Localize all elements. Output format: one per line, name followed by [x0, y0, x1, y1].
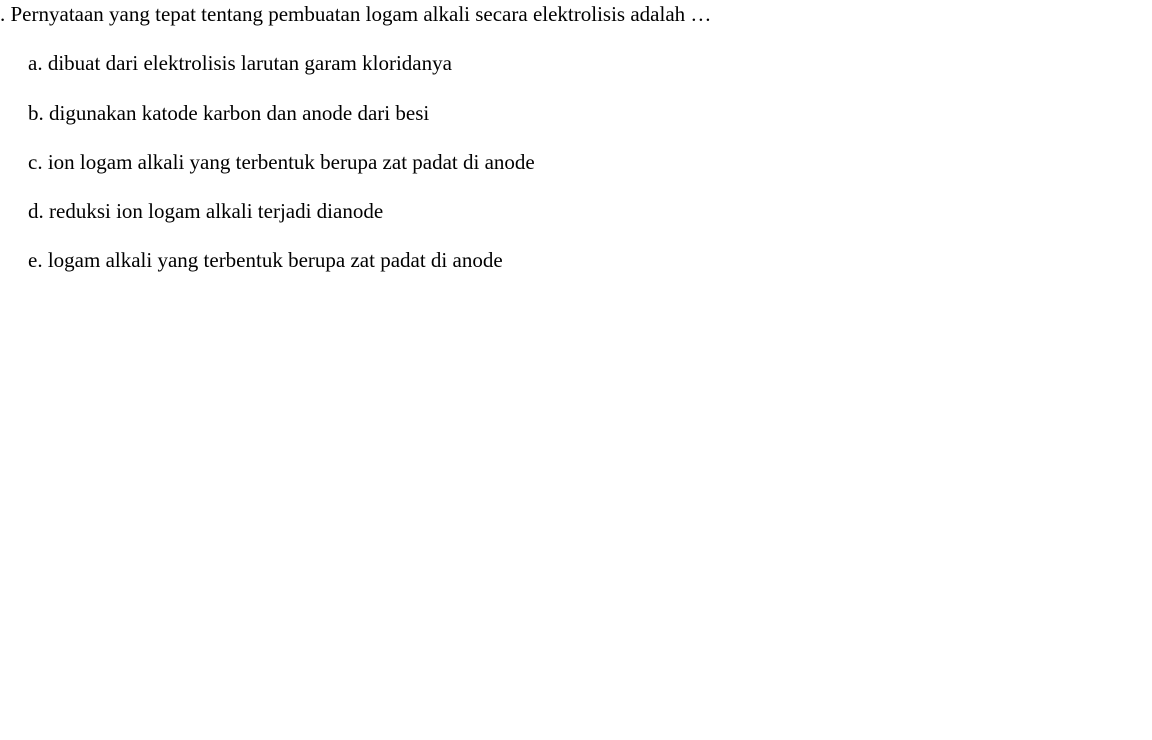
option-a — [28, 53, 452, 74]
option-text: digunakan katode karbon dan anode dari besi — [49, 101, 430, 125]
option-b — [28, 103, 429, 124]
option-letter: d. — [28, 199, 49, 223]
option-letter: a. — [28, 51, 48, 75]
option-d — [28, 201, 383, 222]
option-text: logam alkali yang terbentuk berupa zat padat di anode — [47, 248, 503, 272]
option-text: ion logam alkali yang terbentuk berupa zat padat di anode — [47, 150, 535, 174]
option-letter: b. — [28, 101, 49, 125]
option-text: dibuat dari elektrolisis larutan garam kloridanya — [47, 51, 452, 75]
option-e — [28, 250, 503, 271]
question-text: . Pernyataan yang tepat tentang pembuatan logam alkali secara elektrolisis adalah … — [0, 2, 712, 26]
option-letter: e. — [28, 248, 48, 272]
option-c — [28, 152, 535, 173]
option-text: reduksi ion logam alkali terjadi dianode — [49, 199, 384, 223]
option-letter: c. — [28, 150, 48, 174]
